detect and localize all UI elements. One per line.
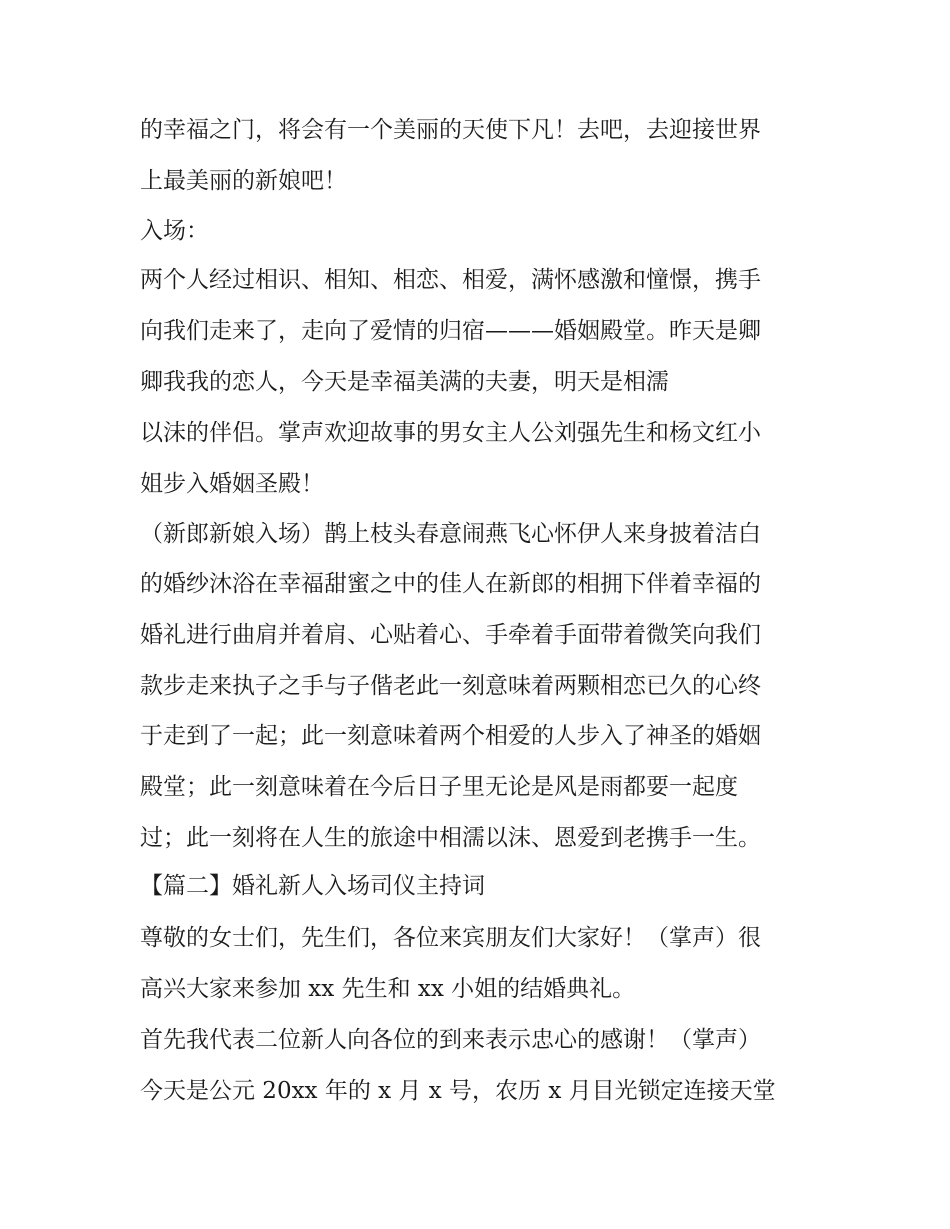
text-line: 的幸福之门，将会有一个美丽的天使下凡！去吧，去迎接世界 [140,117,761,143]
text-line: 上最美丽的新娘吧！ [140,168,347,194]
text-line: 的婚纱沐浴在幸福甜蜜之中的佳人在新郎的相拥下伴着幸福的 [140,571,761,597]
text-line: 卿我我的恋人，今天是幸福美满的夫妻，明天是相濡 [140,369,669,395]
text-line: （新郎新娘入场）鹊上枝头春意闹燕飞心怀伊人来身披着洁白 [140,521,761,547]
text-line: 高兴大家来参加 xx 先生和 xx 小姐的结婚典礼。 [140,976,636,1002]
section-heading: 【篇二】婚礼新人入场司仪主持词 [140,873,485,899]
text-line: 首先我代表二位新人向各位的到来表示忠心的感谢！（掌声） [140,1027,761,1053]
text-line: 殿堂；此一刻意味着在今后日子里无论是风是雨都要一起度 [140,774,738,800]
section-label: 入场： [140,218,209,244]
text-line: 款步走来执子之手与子偕老此一刻意味着两颗相恋已久的心终 [140,673,761,699]
text-line: 两个人经过相识、相知、相恋、相爱，满怀感激和憧憬，携手 [140,267,761,293]
text-line: 姐步入婚姻圣殿！ [140,471,324,497]
text-line: 向我们走来了，走向了爱情的归宿———婚姻殿堂。昨天是卿 [140,318,761,344]
text-line: 于走到了一起；此一刻意味着两个相爱的人步入了神圣的婚姻 [140,723,761,749]
text-line: 婚礼进行曲肩并着肩、心贴着心、手牵着手面带着微笑向我们 [140,622,761,648]
text-line: 过；此一刻将在人生的旅途中相濡以沫、恩爱到老携手一生。 [140,825,761,851]
text-line: 尊敬的女士们，先生们，各位来宾朋友们大家好！（掌声）很 [140,925,761,951]
text-line: 以沫的伴侣。掌声欢迎故事的男女主人公刘强先生和杨文红小 [140,420,761,446]
text-line: 今天是公元 20xx 年的 x 月 x 号，农历 x 月目光锁定连接天堂 [140,1078,776,1104]
